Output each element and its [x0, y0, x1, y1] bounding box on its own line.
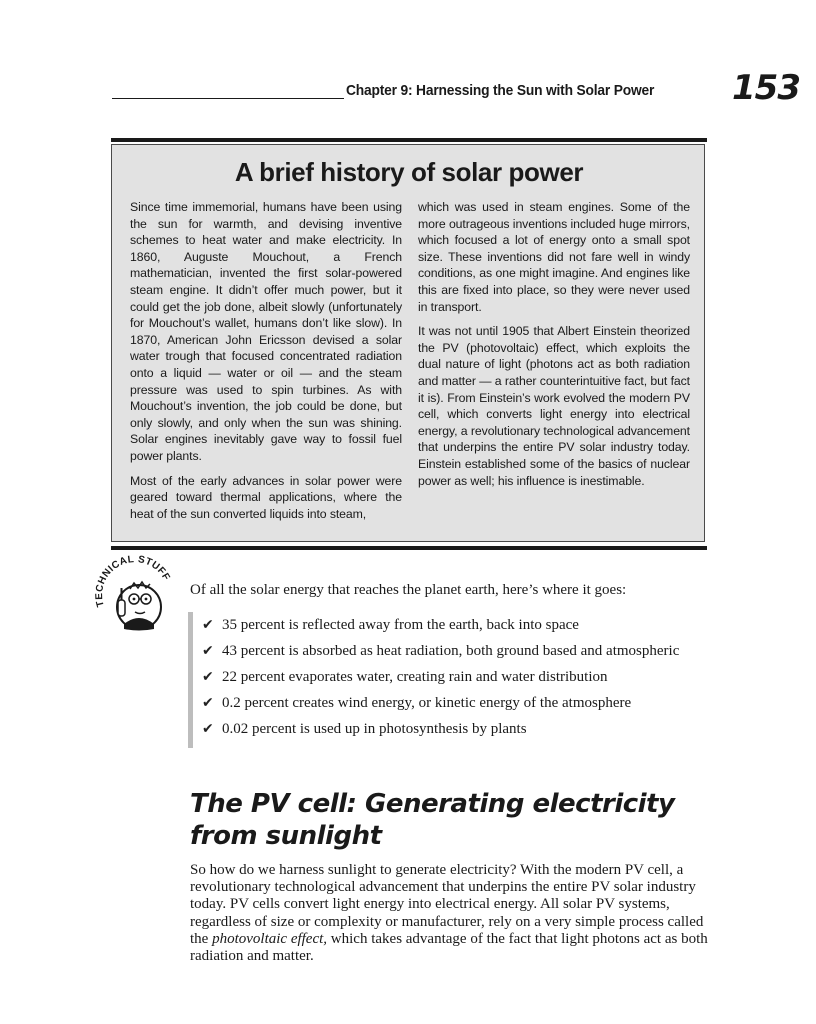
page-number: 153: [732, 68, 800, 108]
body-emphasis: photovoltaic effect,: [212, 930, 328, 947]
list-item: [202, 642, 722, 661]
sidebar-paragraph: Most of the early advances in solar power were geared toward thermal applications, where the heat of the sun converted liquids into steam,: [130, 473, 402, 521]
list-item: [202, 668, 722, 687]
body-text: which takes advantage of the fact that light photons act as both radiation and matter.: [190, 930, 708, 965]
running-header: [112, 68, 800, 112]
check-icon: ✔: [202, 721, 214, 737]
list-item-text: 0.2 percent creates wind energy, or kinetic energy of the atmosphere: [222, 695, 632, 711]
list-item-text: 0.02 percent is used up in photosynthesis by plants: [222, 721, 527, 737]
section-heading-line: The PV cell: Generating electricity: [190, 789, 675, 819]
list-item: [202, 720, 722, 739]
section-heading: [190, 788, 710, 852]
chapter-title: Chapter 9: Harnessing the Sun with Solar Power: [346, 82, 655, 99]
sidebar-column-left: [130, 199, 402, 530]
section-heading-line: from sunlight: [190, 821, 382, 851]
check-icon: ✔: [202, 695, 214, 711]
check-icon: ✔: [202, 617, 214, 633]
sidebar-bottom-rule: [111, 546, 707, 550]
icon-label: TECHNICAL STUFF: [94, 554, 172, 609]
sidebar-title: A brief history of solar power: [234, 157, 584, 187]
sidebar-paragraph: which was used in steam engines. Some of the more outrageous inventions included huge mirrors, which focused a lot of energy onto a small spot size. These inventions did not fare well in windy conditions, as one might imagine. And engines like this are fixed into place, so they were never used in transport.: [418, 200, 690, 314]
header-rule: [112, 98, 344, 99]
sidebar-top-rule: [111, 138, 707, 142]
energy-bullet-list: [202, 616, 722, 746]
technical-stuff-icon: [94, 554, 176, 636]
sidebar-column-right: [418, 199, 690, 497]
sidebar-paragraph: Since time immemorial, humans have been using the sun for warmth, and devising inventive schemes to heat water and make electricity. In 1860, Auguste Mouchout, a French mathematician, invented the first solar-powered steam engine. It didn’t offer much power, but it could get the job done, albeit slowly (unfortunately for Mouchout’s wallet, humans don’t like slow). In 1870, American John Ericsson devised a solar water trough that focused concentrated radiation onto a liquid — water or oil — and the steam pressure was used to spin turbines. As with Mouchout’s invention, the job could be done, but only slowly, and only when the sun was shining. Solar engines inevitably gave way to fossil fuel power plants.: [130, 200, 402, 463]
body-paragraph: [190, 862, 708, 965]
list-item: [202, 616, 722, 635]
list-sidebar-bar: [188, 612, 193, 748]
sidebar-paragraph: It was not until 1905 that Albert Einstein theorized the PV (photovoltaic) effect, which exploits the dual nature of light (photons act as both radiation and matter — a rather counterintuitive fact, but fact it is). From Einstein’s work evolved the modern PV cell, which converts light energy into electrical energy, a revolutionary technological advancement that underpins the entire PV solar industry today. Einstein established some of the basics of nuclear power as well; his influence is inestimable.: [418, 324, 690, 488]
list-item-text: 43 percent is absorbed as heat radiation, both ground based and atmospheric: [222, 643, 680, 659]
list-item-text: 22 percent evaporates water, creating rain and water distribution: [222, 669, 608, 685]
sidebar-box: [111, 144, 705, 542]
intro-text: Of all the solar energy that reaches the planet earth, here’s where it goes:: [190, 582, 627, 598]
body-text: So how do we harness sunlight to generate electricity? With the modern PV cell, a revolutionary technological advancement that underpins the entire PV solar industry today. PV cells convert light energy into electrical energy. All solar PV systems, regardless of size or complexity or manufacturer, rely on a very simple process called the: [190, 862, 704, 947]
list-item: [202, 694, 722, 713]
check-icon: ✔: [202, 669, 214, 685]
list-item-text: 35 percent is reflected away from the earth, back into space: [222, 617, 579, 633]
check-icon: ✔: [202, 643, 214, 659]
